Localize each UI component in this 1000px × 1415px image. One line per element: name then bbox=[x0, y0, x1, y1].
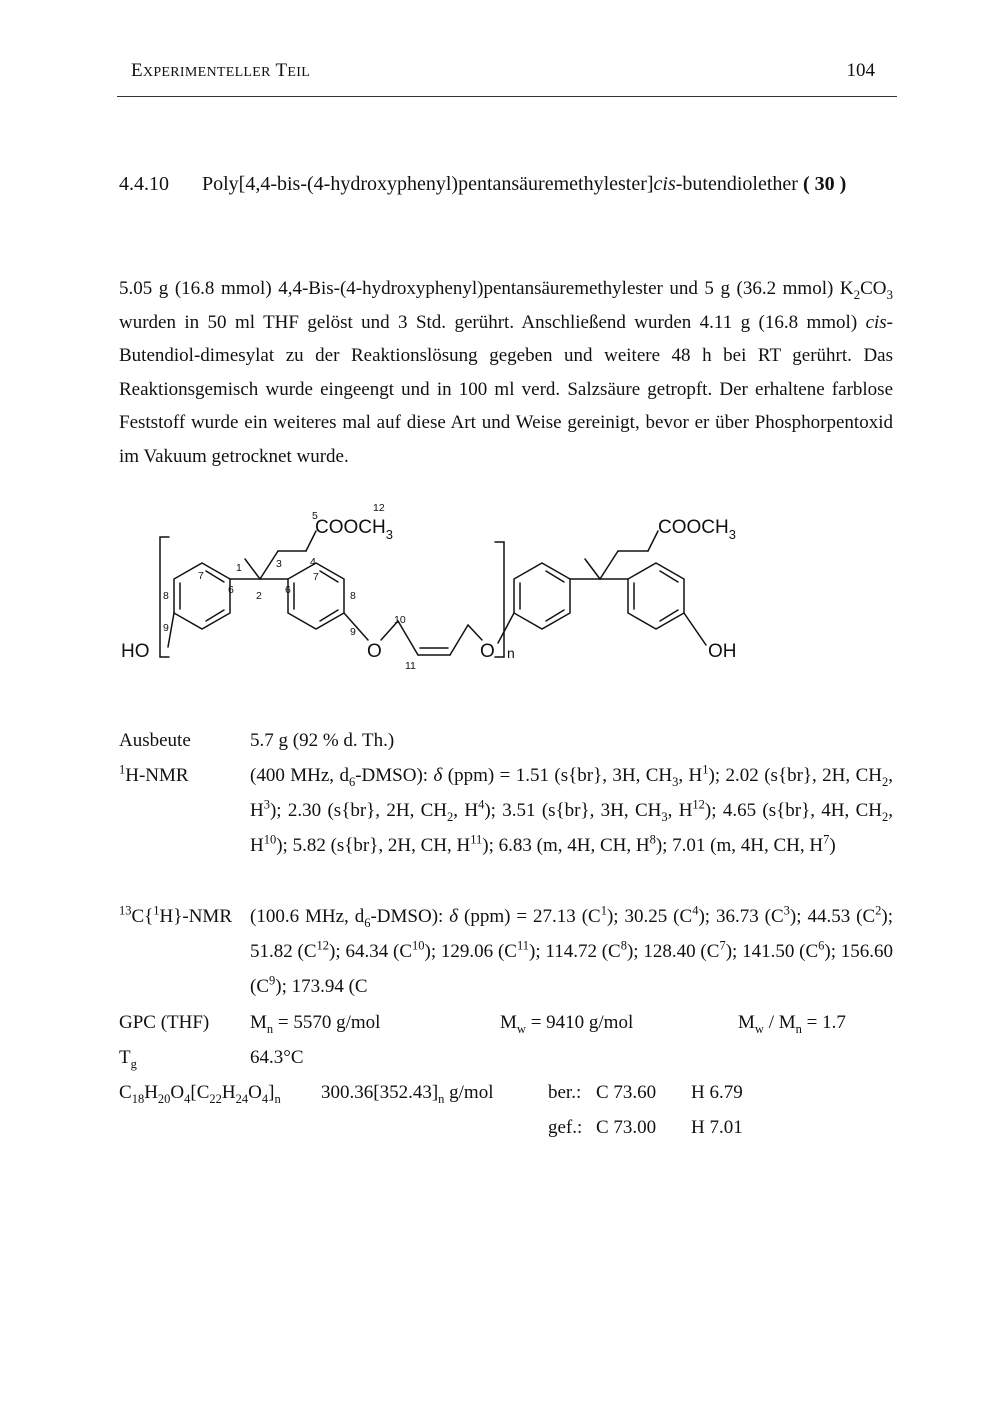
svg-text:6: 6 bbox=[285, 584, 291, 596]
svg-text:7: 7 bbox=[198, 570, 204, 582]
yield-value: 5.7 g (92 % d. Th.) bbox=[250, 730, 395, 751]
svg-text:4: 4 bbox=[310, 556, 316, 568]
svg-text:1: 1 bbox=[236, 562, 242, 574]
hydroxyl-right-label: OH bbox=[708, 641, 737, 662]
found-carbon: C 73.00 bbox=[596, 1117, 657, 1138]
page-number: 104 bbox=[846, 60, 875, 81]
svg-text:8: 8 bbox=[163, 590, 169, 602]
procedure-paragraph: 5.05 g (16.8 mmol) 4,4-Bis-(4-hydroxyphenyl)pentansäuremethylester und 5 g (36.2 mmol) $K_2CO_3$ wurden in 50 ml THF gelöst und 3 Std. gerührt. Anschließend wurden 4.11 g (16.8 mmol) cis-Butendiol-dimesylat zu der Reaktionslösung gegeben und weitere 48 h bei RT gerührt. Das Reaktionsgemisch wurde eingeengt und in 100 ml verd. Salzsäure getropft. Der erhaltene farblose Feststoff wurde ein weiteres mal auf diese Art und Weise gereinigt, bevor er über Phosphorpentoxid im Vakuum getrocknet wurde. bbox=[119, 278, 893, 467]
svg-text:12: 12 bbox=[373, 502, 385, 514]
svg-text:7: 7 bbox=[313, 571, 319, 583]
ester-left-label: $COOCH_3$ bbox=[315, 517, 393, 542]
calculated-hydrogen: H 6.79 bbox=[691, 1082, 743, 1103]
molar-mass: $300.36[352.43]_n$ g/mol bbox=[321, 1082, 494, 1106]
mw-value: $M_w = 9410$ g/mol bbox=[500, 1012, 634, 1036]
mn-value: $M_n = 5570$ g/mol bbox=[250, 1012, 381, 1036]
molecular-formula: $C_{18}H_{20}O_4[C_{22}H_{24}O_4]_n$ bbox=[119, 1082, 281, 1106]
ring-d bbox=[628, 563, 684, 629]
header-rule bbox=[117, 96, 897, 97]
hnmr-label: $^1$H-NMR bbox=[119, 762, 189, 786]
tg-value: 64.3°C bbox=[250, 1047, 304, 1068]
ether-oxygen-right: O bbox=[480, 641, 495, 662]
found-label: gef.: bbox=[548, 1117, 583, 1138]
ether-oxygen-left: O bbox=[367, 641, 382, 662]
svg-text:3: 3 bbox=[276, 558, 282, 570]
svg-text:9: 9 bbox=[350, 626, 356, 638]
found-hydrogen: H 7.01 bbox=[691, 1117, 743, 1138]
calculated-carbon: C 73.60 bbox=[596, 1082, 657, 1103]
svg-text:10: 10 bbox=[394, 614, 406, 626]
chemical-structure bbox=[110, 495, 770, 675]
hnmr-data: (400 MHz, $d_6-DMSO$): δ (ppm) = 1.51 (s{br}, 3H, $CH_3$, $H^1$); 2.02 (s{br}, 2H, $CH_2$, $H^3$); 2.30 (s{br}, 2H, $CH_2$, $H^4$); 3.51 (s{br}, 3H, $CH_3$, $H^{12}$); 4.65 (s{br}, 4H, $CH_2$, $H^{10}$); 5.82 (s{br}, 2H, CH, $H^{11}$); 6.83 (m, 4H, CH, $H^8$); 7.01 (m, 4H, CH, $H^7$) bbox=[250, 762, 893, 856]
hydroxyl-left-label: HO bbox=[121, 641, 150, 662]
cnmr-label: $^{13}$C{$^1$H}-NMR bbox=[119, 903, 233, 927]
svg-text:5: 5 bbox=[312, 510, 318, 522]
calculated-label: ber.: bbox=[548, 1082, 582, 1103]
svg-text:6: 6 bbox=[228, 584, 234, 596]
repeat-unit-n: n bbox=[507, 645, 515, 661]
svg-text:8: 8 bbox=[350, 590, 356, 602]
compound-number: 30 bbox=[814, 173, 835, 195]
yield-label: Ausbeute bbox=[119, 730, 191, 751]
svg-text:2: 2 bbox=[256, 590, 262, 602]
cnmr-data: (100.6 MHz, $d_6-DMSO$): δ (ppm) = 27.13 $(C^1)$; 30.25 $(C^4)$; 36.73 $(C^3)$; 44.53 $(C^2)$; 51.82 $(C^{12})$; 64.34 $(C^{10})$; 129.06 $(C^{11})$; 114.72 $(C^8)$; 128.40 $(C^7)$; 141.50 $(C^6)$; 156.60 $(C^9)$; 173.94 (C bbox=[250, 903, 894, 997]
polydispersity-value: $M_w / M_n = 1.7$ bbox=[738, 1012, 846, 1036]
running-header: EXPERIMENTELLER TEIL bbox=[131, 60, 311, 81]
svg-text:9: 9 bbox=[163, 622, 169, 634]
section-number: 4.4.10 bbox=[119, 173, 169, 195]
gpc-label: GPC (THF) bbox=[119, 1012, 210, 1033]
svg-text:11: 11 bbox=[405, 660, 416, 672]
section-heading: 4.4.10 Poly[4,4-bis-(4-hydroxyphenyl)pentansäuremethylester]cis-butendiolether ( 30 ) bbox=[119, 173, 847, 195]
tg-label: $T_g$ bbox=[119, 1047, 137, 1071]
ring-c bbox=[514, 563, 570, 629]
ester-right-label: $COOCH_3$ bbox=[658, 517, 736, 542]
